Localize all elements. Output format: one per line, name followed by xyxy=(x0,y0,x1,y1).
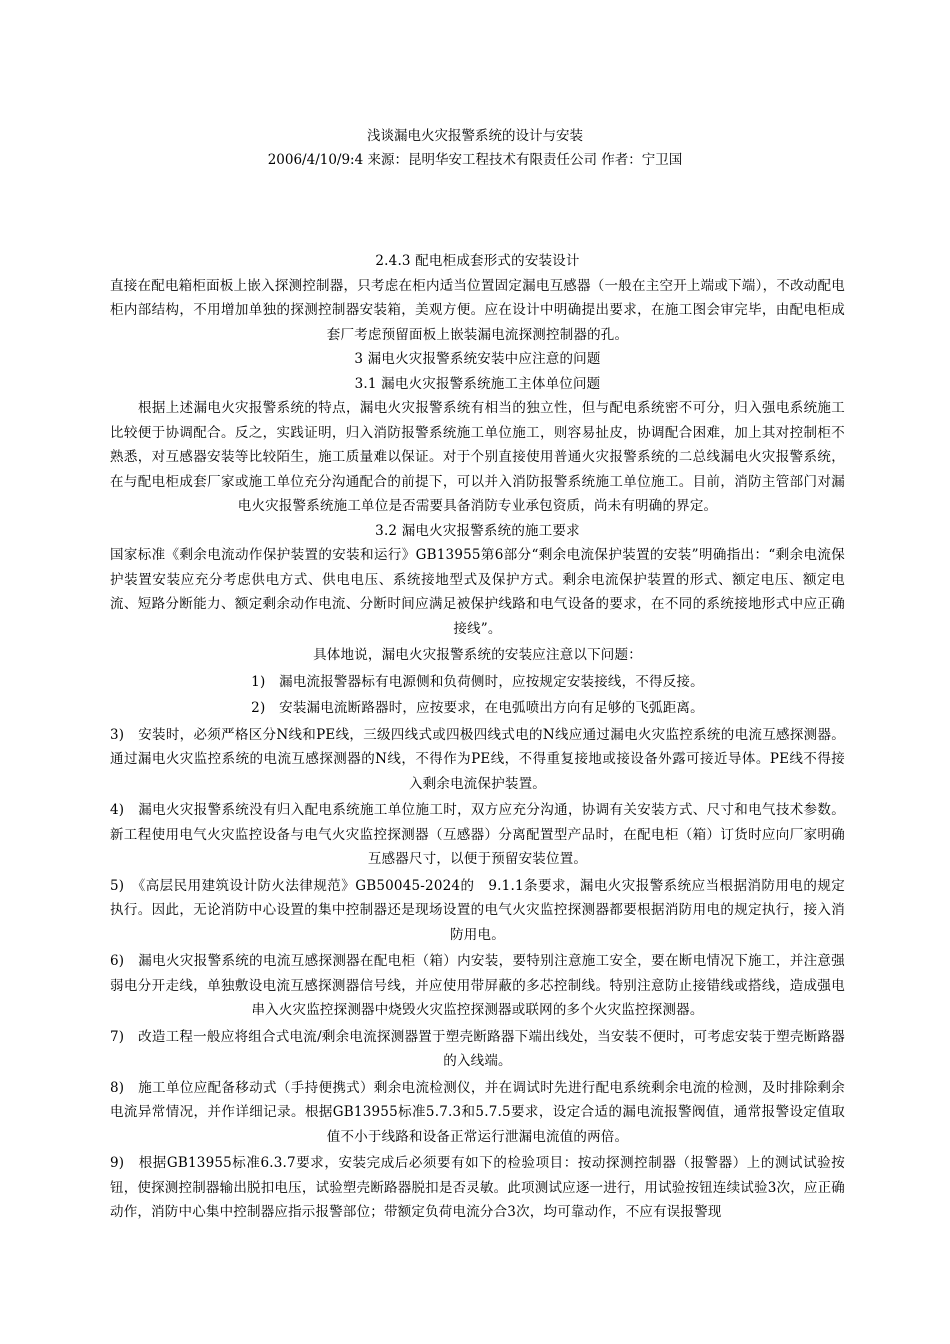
list-item-2: 2) 安装漏电流断路器时，应按要求，在电弧喷出方向有足够的飞弧距离。 xyxy=(251,700,704,716)
section-heading-3: 3 漏电火灾报警系统安装中应注意的问题 xyxy=(354,351,601,367)
list-item-1: 1) 漏电流报警器标有电源侧和负荷侧时，应按规定安装接线，不得反接。 xyxy=(251,673,704,690)
paragraph-3-2: 国家标准《剩余电流动作保护装置的安装和运行》GB13955第6部分“剩余电流保护装置的安装”明确指出：“剩余电流保护装置安装应充分考虑供电方式、供电电压、系统接地型式及保护方式。剩余电流保护装置的形式、额定电压、额定电流、短路分断能力、额定剩余动作电流、分断时间应满足被保护线路和电气设备的要求，在不同的系统接地形式中应正确接线”。 xyxy=(110,547,845,637)
list-item-8: 8) 施工单位应配备移动式（手持便携式）剩余电流检测仪，并在调试时先进行配电系统剩余电流的检测，及时排除剩余电流异常情况，并作详细记录。根据GB13955标准5.7.3和5.7.5要求，设定合适的漏电流报警阀值，通常报警设定值取值不小于线路和设备正常运行泄漏电流值的两倍。 xyxy=(110,1079,845,1145)
section-heading-3-2: 3.2 漏电火灾报警系统的施工要求 xyxy=(375,522,580,539)
list-item-9: 9) 根据GB13955标准6.3.7要求，安装完成后必须要有如下的检验项目：按动探测控制器（报警器）上的测试试验按钮，使探测控制器输出脱扣电压，试验塑壳断路器脱扣是否灵敏。此项测试应逐一进行，用试验按钮连续试验3次，应正确动作，消防中心集中控制器应指示报警部位；带额定负荷电流分合3次，均可靠动作，不应有误报警现 xyxy=(110,1155,845,1220)
section-heading-2-4-3: 2.4.3 配电柜成套形式的安装设计 xyxy=(375,253,580,269)
list-item-3: 3) 安装时，必须严格区分N线和PE线，三级四线式或四极四线式电的N线应通过漏电火灾监控系统的电流互感探测器。通过漏电火灾监控系统的电流互感探测器的N线，不得作为PE线，不得重复接地或接设备外露可接近导体。PE线不得接入剩余电流保护装置。 xyxy=(110,726,845,792)
list-item-4: 4) 漏电火灾报警系统没有归入配电系统施工单位施工时，双方应充分沟通，协调有关安装方式、尺寸和电气技术参数。新工程使用电气火灾监控设备与电气火灾监控探测器（互感器）分离配置型产品时，在配电柜（箱）订货时应向厂家明确互感器尺寸，以便于预留安装位置。 xyxy=(110,802,845,867)
paragraph-3-2-intro: 具体地说，漏电火灾报警系统的安装应注意以下问题： xyxy=(313,647,642,663)
document-title: 浅谈漏电火灾报警系统的设计与安装 xyxy=(367,128,583,144)
list-item-5: 5) 《高层民用建筑设计防火法律规范》GB50045-2024的 9.1.1条要求，漏电火灾报警系统应当根据消防用电的规定执行。因此，无论消防中心设置的集中控制器还是现场设置的电气火灾监控探测器都要根据消防用电的规定执行，接入消防用电。 xyxy=(110,877,845,943)
list-item-7: 7) 改造工程一般应将组合式电流/剩余电流探测器置于塑壳断路器下端出线处，当安装不便时，可考虑安装于塑壳断路器的入线端。 xyxy=(110,1028,845,1069)
document-body xyxy=(110,249,845,1225)
list-item-6: 6) 漏电火灾报警系统的电流互感探测器在配电柜（箱）内安装，要特别注意施工安全，要在断电情况下施工，并注意强弱电分开走线，单独敷设电流互感探测器信号线，并应使用带屏蔽的多芯控制线。特别注意防止接错线或搭线，造成强电串入火灾监控探测器中烧毁火灾监控探测器或联网的多个火灾监控探测器。 xyxy=(110,953,845,1018)
paragraph-3-1: 根据上述漏电火灾报警系统的特点，漏电火灾报警系统有相当的独立性，但与配电系统密不可分，归入强电系统施工比较便于协调配合。反之，实践证明，归入消防报警系统施工单位施工，则容易扯皮，协调配合困难，加上其对控制柜不熟悉，对互感器安装等比较陌生，施工质量难以保证。对于个别直接使用普通火灾报警系统的二总线漏电火灾报警系统，在与配电柜成套厂家或施工单位充分沟通配合的前提下，可以并入消防报警系统施工单位施工。目前，消防主管部门对漏电火灾报警系统施工单位是否需要具备消防专业承包资质，尚未有明确的界定。 xyxy=(110,400,845,514)
document-header xyxy=(0,124,950,172)
paragraph-2-4-3: 直接在配电箱柜面板上嵌入探测控制器，只考虑在柜内适当位置固定漏电互感器（一般在主空开上端或下端），不改动配电柜内部结构，不用增加单独的探测控制器安装箱，美观方便。应在设计中明确提出要求，在施工图会审完毕，由配电柜成套厂考虑预留面板上嵌装漏电流探测控制器的孔。 xyxy=(110,277,845,343)
document-meta: 2006/4/10/9:4 来源：昆明华安工程技术有限责任公司 作者：宁卫国 xyxy=(267,152,683,168)
section-heading-3-1: 3.1 漏电火灾报警系统施工主体单位问题 xyxy=(354,375,601,392)
